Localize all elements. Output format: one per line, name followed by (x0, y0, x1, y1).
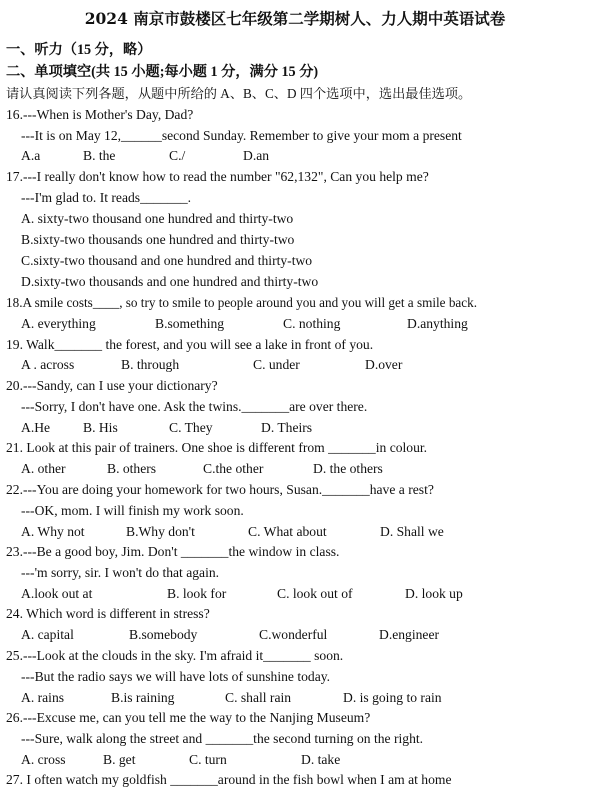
question-16-options (21, 146, 269, 166)
question-17-stem: 17.---I really don't know how to read the number "62,132", Can you help me? (6, 169, 429, 184)
question-18-options (21, 314, 468, 334)
question-19-stem: 19. Walk_______ the forest, and you will see a lake in front of you. (6, 337, 374, 352)
option-b: B. His (83, 420, 118, 435)
option-d: D.an (243, 148, 270, 163)
option-d: D.engineer (379, 627, 440, 642)
question-22-options (21, 522, 444, 542)
question-24-stem: 24. Which word is different in stress? (6, 606, 210, 621)
option-c: C. under (253, 357, 300, 372)
option-c: C. They (169, 420, 213, 435)
question-25-stem: 25.---Look at the clouds in the sky. I'm afraid it_______ soon. (6, 648, 344, 663)
option-b: B.somebody (129, 627, 198, 642)
option-d: D. is going to rain (343, 690, 442, 705)
option-c: C./ (169, 148, 186, 163)
option-a: A. capital (21, 627, 74, 642)
option-b: B. get (103, 752, 136, 767)
question-16-dialogue: ---It is on May 12,______second Sunday. Remember to give your mom a present (21, 128, 462, 143)
option-c: C. nothing (283, 316, 341, 331)
option-a: A.a (21, 148, 41, 163)
question-26-stem: 26.---Excuse me, can you tell me the way to the Nanjing Museum? (6, 710, 371, 725)
option-d: D. Shall we (380, 524, 444, 539)
option-b: B. the (83, 148, 116, 163)
question-22-dialogue: ---OK, mom. I will finish my work soon. (21, 503, 244, 518)
question-18-stem: 18.A smile costs____, so try to smile to people around you and you will get a smile back. (6, 295, 478, 310)
option-d: D. look up (405, 586, 463, 601)
question-24-options (21, 625, 439, 645)
option-c: C.the other (203, 461, 264, 476)
question-17-dialogue: ---I'm glad to. It reads_______. (21, 190, 192, 205)
option-c: C. turn (189, 752, 227, 767)
option-a: A. cross (21, 752, 66, 767)
option-b: B. look for (167, 586, 227, 601)
exam-title: 2024 南京市鼓楼区七年级第二学期树人、力人期中英语试卷 (84, 9, 506, 28)
question-16-stem: 16.---When is Mother's Day, Dad? (6, 107, 194, 122)
option-b: B. others (107, 461, 157, 476)
section-single-choice: 二、单项填空(共 15 小题;每小题 1 分，满分 15 分) (6, 64, 319, 80)
option-c: C. What about (248, 524, 327, 539)
question-20-stem: 20.---Sandy, can I use your dictionary? (6, 378, 218, 393)
option-a: A. Why not (21, 524, 85, 539)
option-a: A.He (21, 420, 51, 435)
question-20-dialogue: ---Sorry, I don't have one. Ask the twins._______are over there. (21, 399, 368, 414)
question-25-dialogue: ---But the radio says we will have lots of sunshine today. (21, 669, 331, 684)
question-23-stem: 23.---Be a good boy, Jim. Don't _______the window in class. (6, 544, 340, 559)
option-c: C. look out of (277, 586, 353, 601)
instruction-text: 请认真阅读下列各题，从题中所给的 A、B、C、D 四个选项中，选出最佳选项。 (6, 86, 472, 101)
option-b: B. through (121, 357, 180, 372)
option-b: B.is raining (111, 690, 175, 705)
option-d: D.anything (407, 316, 468, 331)
option-d: D.over (365, 357, 403, 372)
question-22-stem: 22.---You are doing your homework for two hours, Susan._______have a rest? (6, 482, 434, 497)
question-17-option-a: A. sixty-two thousand one hundred and thirty-two (21, 211, 294, 226)
question-17-option-d: D.sixty-two thousands and one hundred and thirty-two (21, 274, 319, 289)
option-d: D. take (301, 752, 341, 767)
option-a: A.look out at (21, 586, 93, 601)
question-26-dialogue: ---Sure, walk along the street and _______the second turning on the right. (21, 731, 424, 746)
option-a: A. other (21, 461, 66, 476)
question-20-options (21, 418, 312, 438)
question-25-options (21, 688, 442, 708)
option-a: A. rains (21, 690, 65, 705)
question-17-option-c: C.sixty-two thousand and one hundred and thirty-two (21, 253, 313, 268)
question-21-options (21, 459, 383, 479)
question-21-stem: 21. Look at this pair of trainers. One shoe is different from _______in colour. (6, 440, 428, 455)
option-c: C. shall rain (225, 690, 292, 705)
option-d: D. the others (313, 461, 383, 476)
option-d: D. Theirs (261, 420, 313, 435)
question-19-options (21, 355, 402, 375)
question-27-stem: 27. I often watch my goldfish _______around in the fish bowl when I am at home (6, 772, 452, 787)
question-17-option-b: B.sixty-two thousands one hundred and thirty-two (21, 232, 295, 247)
option-b: B.Why don't (126, 524, 195, 539)
question-23-dialogue: ---'m sorry, sir. I won't do that again. (21, 565, 220, 580)
option-a: A. everything (21, 316, 96, 331)
question-23-options (21, 584, 463, 604)
option-a: A . across (21, 357, 75, 372)
option-b: B.something (155, 316, 225, 331)
section-listening: 一、听力（15 分，略） (6, 42, 152, 58)
option-c: C.wonderful (259, 627, 328, 642)
question-26-options (21, 750, 340, 770)
